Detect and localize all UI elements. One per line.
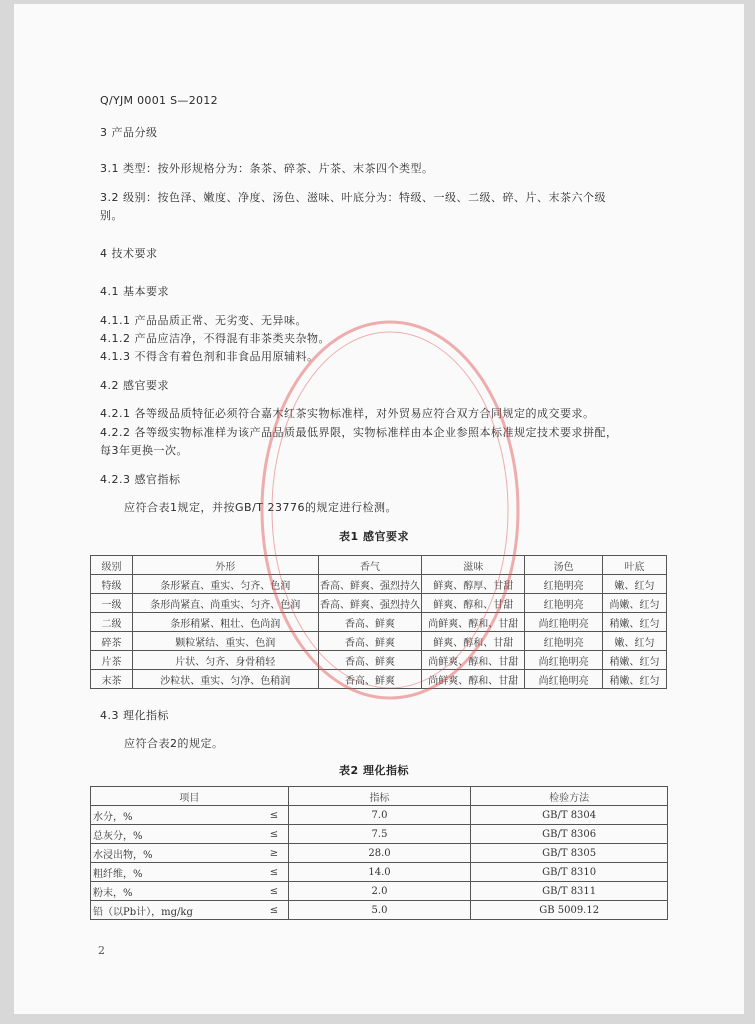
- col-header-aroma: 香气: [318, 556, 422, 575]
- table-cell-item: 铅（以Pb计），mg/kg: [91, 901, 261, 920]
- section-4-3-heading: 4.3 理化指标: [100, 709, 169, 722]
- section-4-2-3-heading: 4.2.3 感官指标: [100, 473, 181, 486]
- table-cell: 稍嫩、红匀: [603, 651, 667, 670]
- section-3-1: 3.1 类型：按外形规格分为：条茶、碎茶、片茶、末茶四个类型。: [100, 162, 434, 175]
- table-row: [91, 575, 667, 594]
- table-cell-item: 水分，%: [91, 806, 261, 825]
- table-cell-method: GB/T 8310: [471, 863, 668, 882]
- table-cell: 红艳明亮: [525, 575, 603, 594]
- table-cell: 香高、鲜爽: [318, 651, 422, 670]
- table-cell: 尚红艳明亮: [525, 670, 603, 689]
- col-header-test-method: 检验方法: [471, 787, 668, 806]
- table-cell: 稍嫩、红匀: [603, 613, 667, 632]
- table-row: [91, 844, 668, 863]
- table-cell: 香高、鲜爽、强烈持久: [318, 575, 422, 594]
- table-cell-method: GB/T 8311: [471, 882, 668, 901]
- col-header-taste: 滋味: [422, 556, 525, 575]
- table-row: [91, 863, 668, 882]
- table-cell: 一级: [91, 594, 133, 613]
- table-cell: 鲜爽、醇厚、甘甜: [422, 575, 525, 594]
- table-cell-method: GB/T 8304: [471, 806, 668, 825]
- table-cell: 颗粒紧结、重实、色润: [132, 632, 318, 651]
- section-3-2-line2: 别。: [100, 209, 123, 222]
- table2-caption: 表2 理化指标: [339, 764, 409, 777]
- table-cell: 条形稍紧、粗壮、色尚润: [132, 613, 318, 632]
- table-row: [91, 882, 668, 901]
- table-cell-method: GB/T 8306: [471, 825, 668, 844]
- section-4-1-3: 4.1.3 不得含有着色剂和非食品用原辅料。: [100, 350, 319, 363]
- table-row: [91, 594, 667, 613]
- table-cell: 片茶: [91, 651, 133, 670]
- section-4-2-2-line2: 每3年更换一次。: [100, 444, 188, 457]
- table-cell: 嫩、红匀: [603, 575, 667, 594]
- table-cell: 末茶: [91, 670, 133, 689]
- table-cell: 嫩、红匀: [603, 632, 667, 651]
- table-row: [91, 670, 667, 689]
- table-row: [91, 901, 668, 920]
- table-header-row: [91, 556, 667, 575]
- page-number: 2: [98, 944, 106, 957]
- table-cell-value: 28.0: [288, 844, 471, 863]
- section-4-heading: 4 技术要求: [100, 247, 158, 260]
- table-cell-value: 7.5: [288, 825, 471, 844]
- table-row: [91, 651, 667, 670]
- table-row: [91, 825, 668, 844]
- sensory-table: [90, 555, 667, 689]
- table-cell-operator: ≤: [260, 901, 288, 920]
- table-cell-item: 粉末，%: [91, 882, 261, 901]
- section-4-3-text: 应符合表2的规定。: [124, 737, 224, 750]
- table-row: [91, 806, 668, 825]
- table-cell-operator: ≤: [260, 806, 288, 825]
- col-header-item: 项目: [91, 787, 289, 806]
- section-4-2-1: 4.2.1 各等级品质特征必须符合嘉木红茶实物标准样，对外贸易应符合双方合同规定的成交要求。: [100, 407, 595, 420]
- table-header-row: [91, 787, 668, 806]
- table-cell: 特级: [91, 575, 133, 594]
- section-4-2-2-line1: 4.2.2 各等级实物标准样为该产品品质最低界限，实物标准样由本企业参照本标准规定技术要求拼配，: [100, 426, 618, 439]
- section-4-1-2: 4.1.2 产品应洁净，不得混有非茶类夹杂物。: [100, 332, 330, 345]
- table-row: [91, 632, 667, 651]
- col-header-appearance: 外形: [132, 556, 318, 575]
- table-cell: 尚鲜爽、醇和、甘甜: [422, 670, 525, 689]
- table-cell: 尚鲜爽、醇和、甘甜: [422, 651, 525, 670]
- col-header-infused-leaf: 叶底: [603, 556, 667, 575]
- table-cell-operator: ≥: [260, 844, 288, 863]
- section-4-1-1: 4.1.1 产品品质正常、无劣变、无异味。: [100, 314, 307, 327]
- table-cell: 香高、鲜爽: [318, 632, 422, 651]
- table-cell: 片状、匀齐、身骨稍轻: [132, 651, 318, 670]
- section-3-2-line1: 3.2 级别：按色泽、嫩度、净度、汤色、滋味、叶底分为：特级、一级、二级、碎、片、末茶六个级: [100, 191, 606, 204]
- table-cell: 鲜爽、醇和、甘甜: [422, 594, 525, 613]
- table-cell-item: 水浸出物，%: [91, 844, 261, 863]
- table-cell: 稍嫩、红匀: [603, 670, 667, 689]
- table-cell: 香高、鲜爽: [318, 613, 422, 632]
- table-cell-value: 7.0: [288, 806, 471, 825]
- table-cell-method: GB 5009.12: [471, 901, 668, 920]
- table-cell-operator: ≤: [260, 863, 288, 882]
- table-cell-method: GB/T 8305: [471, 844, 668, 863]
- table-cell: 香高、鲜爽: [318, 670, 422, 689]
- table-cell-value: 5.0: [288, 901, 471, 920]
- table-cell: 红艳明亮: [525, 632, 603, 651]
- table-cell-item: 粗纤维，%: [91, 863, 261, 882]
- col-header-grade: 级别: [91, 556, 133, 575]
- table-cell-value: 2.0: [288, 882, 471, 901]
- table-cell: 沙粒状、重实、匀净、色稍润: [132, 670, 318, 689]
- section-4-2-3-text: 应符合表1规定，并按GB/T 23776的规定进行检测。: [124, 501, 397, 514]
- physicochemical-table: [90, 786, 668, 920]
- table-cell: 条形紧直、重实、匀齐、色润: [132, 575, 318, 594]
- table-cell: 鲜爽、醇和、甘甜: [422, 632, 525, 651]
- col-header-liquor-color: 汤色: [525, 556, 603, 575]
- table-cell: 碎茶: [91, 632, 133, 651]
- table-cell: 尚红艳明亮: [525, 613, 603, 632]
- table-cell: 条形尚紧直、尚重实、匀齐、色润: [132, 594, 318, 613]
- table1-caption: 表1 感官要求: [339, 530, 409, 543]
- table-cell: 尚红艳明亮: [525, 651, 603, 670]
- table-cell: 香高、鲜爽、强烈持久: [318, 594, 422, 613]
- table-cell-operator: ≤: [260, 882, 288, 901]
- table-cell-operator: ≤: [260, 825, 288, 844]
- table-cell: 二级: [91, 613, 133, 632]
- table-cell: 尚鲜爽、醇和、甘甜: [422, 613, 525, 632]
- table-cell: 尚嫩、红匀: [603, 594, 667, 613]
- col-header-index: 指标: [288, 787, 471, 806]
- table-row: [91, 613, 667, 632]
- table-cell-item: 总灰分，%: [91, 825, 261, 844]
- table-cell: 红艳明亮: [525, 594, 603, 613]
- section-4-2-heading: 4.2 感官要求: [100, 379, 169, 392]
- document-code-header: Q/YJM 0001 S—2012: [100, 94, 218, 107]
- section-4-1-heading: 4.1 基本要求: [100, 285, 169, 298]
- section-3-heading: 3 产品分级: [100, 126, 158, 139]
- table-cell-value: 14.0: [288, 863, 471, 882]
